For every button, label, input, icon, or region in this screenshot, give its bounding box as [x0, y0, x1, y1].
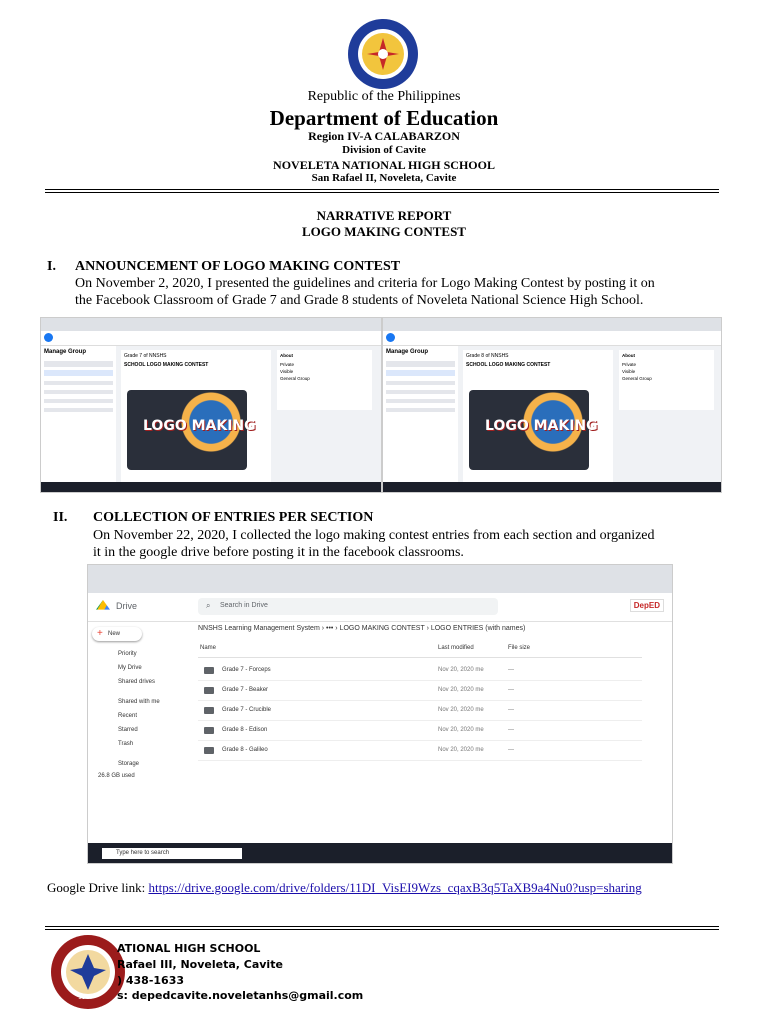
folder-name: Grade 7 - Crucible: [222, 707, 272, 713]
announcement-post: [121, 350, 271, 482]
footer-email: s: depedcavite.noveletanhs@gmail.com: [117, 989, 364, 1002]
side-storage[interactable]: Storage: [118, 761, 140, 767]
new-button-label: New: [108, 631, 121, 637]
poster-logo-text: LOGO MAKING: [485, 418, 598, 434]
manage-group-label: Manage Group: [386, 349, 429, 355]
folder-date: Nov 20, 2020 me: [438, 667, 484, 673]
search-placeholder: Search in Drive: [220, 602, 268, 609]
about-label: About: [622, 353, 635, 358]
division-line: Division of Cavite: [342, 144, 426, 156]
facebook-icon: [386, 333, 395, 342]
drive-link-label: Google Drive link:: [47, 880, 149, 895]
folder-size: —: [508, 687, 514, 693]
general-group-label: General Group: [622, 376, 652, 381]
section-2-line-1: On November 22, 2020, I collected the logo making contest entries from each section and organized: [93, 528, 655, 543]
col-name[interactable]: Name: [200, 645, 217, 651]
department-title: Department of Education: [269, 106, 499, 130]
windows-taskbar: [41, 482, 381, 492]
group-sidebar: [383, 346, 458, 482]
folder-date: Nov 20, 2020 me: [438, 687, 484, 693]
side-recent[interactable]: Recent: [118, 713, 138, 719]
col-file-size[interactable]: File size: [508, 645, 531, 651]
announcement-post: [463, 350, 613, 482]
report-subtitle: LOGO MAKING CONTEST: [302, 224, 466, 239]
group-name: Grade 8 of NNSHS: [466, 353, 509, 359]
folder-size: —: [508, 707, 514, 713]
group-name: Grade 7 of NNSHS: [124, 353, 167, 359]
visible-label: Visible: [622, 369, 636, 374]
private-label: Private: [280, 362, 295, 367]
section-1-title: ANNOUNCEMENT OF LOGO MAKING CONTEST: [75, 259, 401, 274]
drive-link-line: [47, 879, 642, 896]
google-drive-screenshot: [87, 564, 673, 864]
about-label: About: [280, 353, 293, 358]
facebook-icon: [44, 333, 53, 342]
side-starred[interactable]: Starred: [118, 727, 138, 733]
poster-logo-text: LOGO MAKING: [143, 418, 256, 434]
folder-row[interactable]: [198, 701, 642, 721]
header-rule: [45, 189, 719, 190]
folder-row[interactable]: [198, 741, 642, 761]
section-2-title: COLLECTION OF ENTRIES PER SECTION: [93, 510, 374, 525]
side-trash[interactable]: Trash: [118, 741, 134, 747]
about-panel: [619, 350, 714, 410]
section-2-line-2: it in the google drive before posting it in the facebook classrooms.: [93, 545, 464, 560]
school-seal-icon: [50, 934, 126, 1010]
folder-name: Grade 8 - Edison: [222, 727, 268, 733]
post-title: SCHOOL LOGO MAKING CONTEST: [124, 362, 209, 368]
folder-row[interactable]: [198, 661, 642, 681]
visible-label: Visible: [280, 369, 294, 374]
folder-date: Nov 20, 2020 me: [438, 727, 484, 733]
drive-app-name: Drive: [116, 601, 138, 611]
facebook-topbar: [383, 331, 721, 346]
header-rule-2: [45, 192, 719, 193]
footer-address: Rafael III, Noveleta, Cavite: [117, 958, 283, 971]
general-group-label: General Group: [280, 376, 310, 381]
search-icon: ⌕: [206, 601, 211, 610]
drive-sidebar: [88, 621, 188, 843]
footer-rule-2: [45, 929, 719, 930]
side-priority[interactable]: Priority: [118, 651, 137, 657]
folder-icon: [204, 747, 214, 754]
drive-file-list: [198, 621, 642, 843]
taskbar-search[interactable]: Type here to search: [102, 848, 242, 859]
address-line: San Rafael II, Noveleta, Cavite: [311, 172, 457, 184]
side-shared-drives[interactable]: Shared drives: [118, 679, 156, 685]
drive-search-input[interactable]: [198, 598, 498, 615]
drive-logo-icon: [96, 600, 110, 612]
folder-date: Nov 20, 2020 me: [438, 707, 484, 713]
facebook-screenshot-grade7: [40, 317, 382, 493]
storage-used: 26.8 GB used: [98, 773, 135, 779]
folder-name: Grade 7 - Forceps: [222, 667, 271, 673]
folder-size: —: [508, 727, 514, 733]
group-sidebar: [41, 346, 116, 482]
region-line: Region IV-A CALABARZON: [308, 129, 460, 143]
private-label: Private: [622, 362, 637, 367]
windows-taskbar: [383, 482, 721, 492]
school-line: NOVELETA NATIONAL HIGH SCHOOL: [273, 158, 495, 172]
section-1-line-2: the Facebook Classroom of Grade 7 and Grade 8 students of Noveleta National Science High School.: [75, 293, 644, 308]
folder-size: —: [508, 747, 514, 753]
footer-rule: [45, 926, 719, 927]
folder-icon: [204, 667, 214, 674]
folder-row[interactable]: [198, 721, 642, 741]
folder-size: —: [508, 667, 514, 673]
post-title: SCHOOL LOGO MAKING CONTEST: [466, 362, 551, 368]
browser-bar: [41, 318, 381, 331]
section-1-number: I.: [47, 259, 56, 274]
republic-line: Republic of the Philippines: [307, 89, 461, 104]
footer-phone: ) 438-1633: [117, 974, 184, 987]
browser-bar: [88, 565, 672, 593]
folder-date: Nov 20, 2020 me: [438, 747, 484, 753]
section-1-line-1: On November 2, 2020, I presented the guidelines and criteria for Logo Making Contest by posting it on: [75, 276, 655, 291]
deped-seal-icon: [347, 18, 419, 90]
folder-icon: [204, 687, 214, 694]
windows-taskbar: [88, 843, 672, 863]
drive-link[interactable]: https://drive.google.com/drive/folders/11DI_VisEI9Wzs_cqaxB3q5TaXB9a4Nu0?usp=sharing: [148, 880, 642, 895]
seal-year: 1967: [78, 994, 94, 1001]
browser-bar: [383, 318, 721, 331]
about-panel: [277, 350, 372, 410]
footer-school: ATIONAL HIGH SCHOOL: [117, 942, 261, 955]
section-2-number: II.: [53, 510, 68, 525]
facebook-topbar: [41, 331, 381, 346]
list-header: [198, 645, 642, 658]
new-button[interactable]: [92, 627, 142, 641]
drive-breadcrumb[interactable]: NNSHS Learning Management System › ••• › LOGO MAKING CONTEST › LOGO ENTRIES (with names): [198, 625, 526, 632]
deped-logo: DepED: [630, 599, 664, 612]
folder-icon: [204, 707, 214, 714]
folder-row[interactable]: [198, 681, 642, 701]
facebook-screenshot-grade8: [382, 317, 722, 493]
report-title: NARRATIVE REPORT: [316, 208, 452, 223]
side-shared-with-me[interactable]: Shared with me: [118, 699, 160, 705]
col-last-modified[interactable]: Last modified: [438, 645, 474, 651]
folder-icon: [204, 727, 214, 734]
manage-group-label: Manage Group: [44, 349, 87, 355]
folder-name: Grade 7 - Beaker: [222, 687, 269, 693]
folder-name: Grade 8 - Galileo: [222, 747, 268, 753]
drive-topbar: [88, 593, 672, 622]
plus-icon: +: [97, 628, 103, 639]
side-my-drive[interactable]: My Drive: [118, 665, 142, 671]
